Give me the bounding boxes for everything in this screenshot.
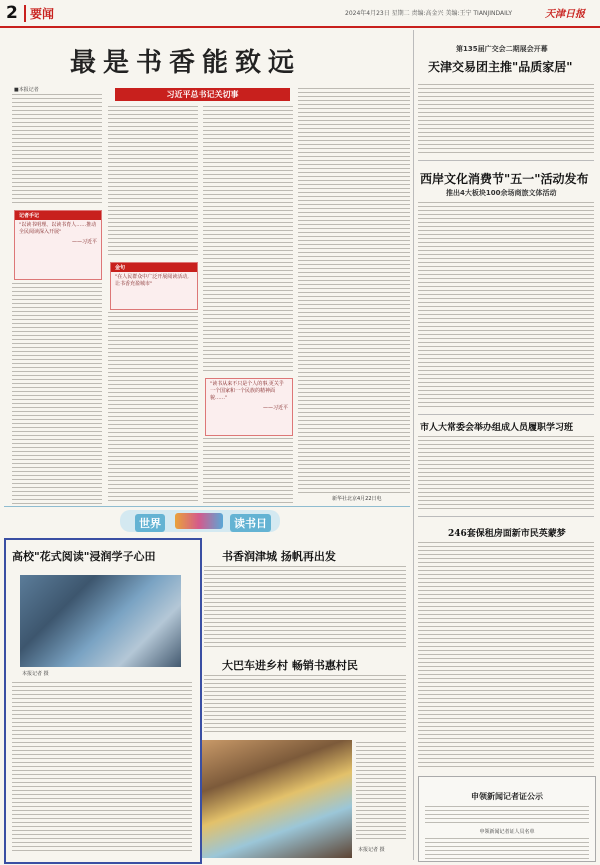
story-title: 西岸文化消费节"五一"活动发布 bbox=[420, 172, 589, 186]
newspaper-logo: 天津日报 bbox=[545, 9, 585, 20]
main-headline: 最是书香能致远 bbox=[70, 48, 302, 78]
story-subtitle: 推出4大板块100余场商旅文体活动 bbox=[446, 189, 557, 197]
notice-box bbox=[418, 776, 596, 862]
article-text-block bbox=[204, 566, 406, 650]
article-text-block bbox=[203, 106, 293, 374]
article-text-block bbox=[418, 436, 594, 512]
article-text-block bbox=[418, 202, 594, 410]
author-line: ■本报记者 bbox=[14, 87, 39, 93]
article-text-block bbox=[203, 438, 293, 504]
dateline: 2024年4月23日 星期二 责编:高金兴 美编:王宁 TIANJINDAILY bbox=[345, 10, 513, 17]
quote-box bbox=[14, 210, 102, 280]
story-title: 大巴车进乡村 畅销书惠村民 bbox=[222, 659, 358, 672]
photo-caption-text bbox=[356, 742, 406, 842]
article-text-block bbox=[108, 312, 198, 504]
notice-name-list bbox=[425, 838, 589, 860]
article-text-block bbox=[12, 94, 102, 206]
page-number: 2 bbox=[6, 3, 18, 23]
article-text-block bbox=[418, 542, 594, 770]
child-reading-photo bbox=[202, 740, 352, 858]
feature-story-title: 高校"花式阅读"浸润学子心田 bbox=[12, 550, 156, 563]
story-kicker: 第135届广交会二期展会开幕 bbox=[456, 45, 548, 53]
story-divider bbox=[418, 160, 594, 161]
notice-subtitle: 申领新闻记者证人员名单 bbox=[479, 829, 535, 835]
story-divider bbox=[418, 516, 594, 517]
quote-text: "读书从来不只是个人的事,更关乎一个国家和一个民族的精神面貌……" bbox=[210, 381, 284, 401]
article-text-block bbox=[12, 283, 102, 505]
notice-text bbox=[425, 806, 589, 824]
article-text-block bbox=[108, 106, 198, 256]
quote-source: ——习近平 bbox=[262, 405, 288, 411]
students-reading-photo bbox=[20, 575, 181, 667]
quote-label: 金句 bbox=[111, 263, 197, 272]
section-label: 要闻 bbox=[24, 5, 54, 22]
article-text-block bbox=[418, 84, 594, 156]
photo-caption: 本报记者 摄 bbox=[22, 671, 49, 677]
story-title: 天津交易团主推"品质家居" bbox=[428, 60, 573, 74]
banner-word-world: 世界 bbox=[135, 514, 165, 532]
quote-box bbox=[205, 378, 293, 436]
quote-label: 记者手记 bbox=[15, 211, 101, 220]
book-stack-icon bbox=[175, 513, 223, 529]
photo-caption: 本报记者 摄 bbox=[358, 847, 385, 853]
quote-text: "以读书明理、以读书育人……推动全民阅读深入开展" bbox=[19, 222, 97, 235]
quote-box bbox=[110, 262, 198, 310]
story-title: 246套保租房面新市民英蒙梦 bbox=[448, 529, 566, 539]
article-text-block bbox=[204, 675, 406, 735]
feature-divider bbox=[4, 506, 410, 507]
article-text-block bbox=[12, 682, 192, 854]
article-text-block bbox=[298, 88, 410, 493]
article-signoff: 新华社北京4月22日电 bbox=[332, 496, 382, 502]
quote-source: ——习近平 bbox=[71, 239, 97, 245]
banner-label: 习近平总书记关切事 bbox=[115, 88, 290, 101]
quote-text: "在人民群众中广泛开展阅读活动,让书香充盈城市" bbox=[115, 274, 189, 287]
notice-title: 申领新闻记者证公示 bbox=[471, 792, 543, 801]
story-title: 书香润津城 扬帆再出发 bbox=[222, 550, 336, 563]
banner-word-reading-day: 读书日 bbox=[230, 514, 271, 532]
column-divider bbox=[413, 30, 414, 860]
story-divider bbox=[418, 414, 594, 415]
story-title: 市人大常委会举办组成人员履职学习班 bbox=[420, 423, 574, 433]
